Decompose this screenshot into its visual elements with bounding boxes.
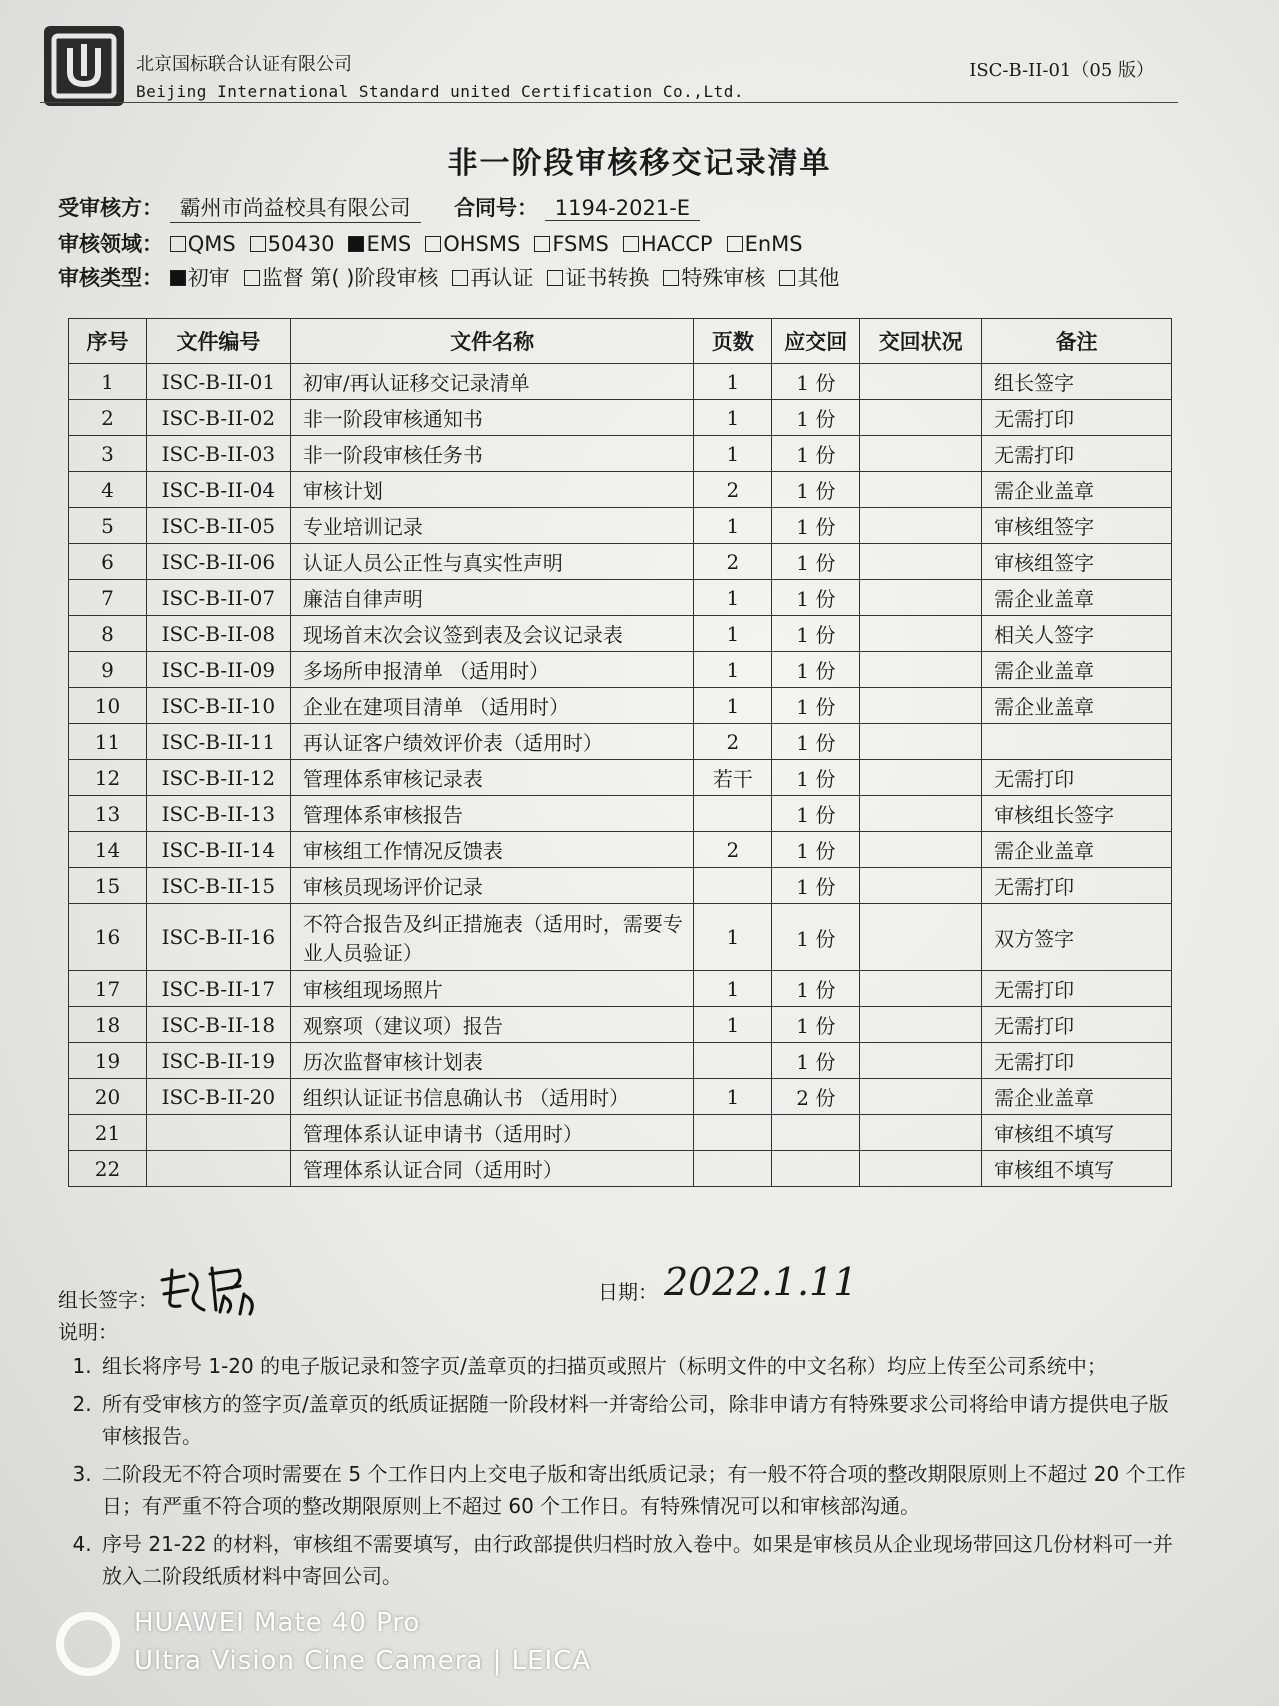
audit-type-option-label: 证书转换	[565, 266, 650, 290]
file-code-cell: ISC-B-II-18	[146, 1007, 290, 1043]
copies-cell: 1 份	[772, 400, 860, 436]
file-code-cell: ISC-B-II-16	[146, 904, 290, 971]
audit-type-label: 审核类型：	[58, 266, 163, 290]
col-header-no: 序号	[69, 319, 147, 364]
file-name-cell: 不符合报告及纠正措施表（适用时，需要专业人员验证）	[290, 904, 694, 971]
audit-type-option-label: 监督 第( )阶段审核	[261, 266, 439, 290]
file-code-cell: ISC-B-II-19	[146, 1043, 290, 1079]
pages-cell: 1	[694, 652, 772, 688]
row-no-cell: 8	[69, 616, 147, 652]
table-row	[69, 724, 1172, 760]
camera-ring-icon	[56, 1612, 120, 1676]
file-name-cell: 审核员现场评价记录	[290, 868, 694, 904]
audit-domain-option	[250, 232, 335, 256]
checkbox-icon	[623, 236, 639, 252]
remarks-cell: 需企业盖章	[982, 472, 1172, 508]
company-logo-icon	[44, 26, 124, 106]
remarks-cell: 无需打印	[982, 760, 1172, 796]
file-name-cell: 审核计划	[290, 472, 694, 508]
file-name-cell: 组织认证证书信息确认书 （适用时）	[290, 1079, 694, 1115]
copies-cell: 1 份	[772, 796, 860, 832]
file-name-cell: 管理体系认证申请书（适用时）	[290, 1115, 694, 1151]
file-code-cell: ISC-B-II-15	[146, 868, 290, 904]
watermark-line1: HUAWEI Mate 40 Pro	[134, 1608, 421, 1638]
file-name-cell: 管理体系审核报告	[290, 796, 694, 832]
table-row	[69, 971, 1172, 1007]
copies-cell: 1 份	[772, 364, 860, 400]
audit-type-option	[779, 266, 839, 290]
return-status-cell	[860, 616, 982, 652]
file-name-cell: 非一阶段审核任务书	[290, 436, 694, 472]
return-status-cell	[860, 1151, 982, 1187]
file-code-cell: ISC-B-II-08	[146, 616, 290, 652]
table-row	[69, 436, 1172, 472]
company-name-cn: 北京国标联合认证有限公司	[136, 54, 352, 75]
audit-domain-option	[425, 232, 520, 256]
date-label: 日期：	[598, 1280, 658, 1304]
checkbox-icon	[779, 270, 795, 286]
file-name-cell: 企业在建项目清单 （适用时）	[290, 688, 694, 724]
auditee-value: 霸州市尚益校具有限公司	[170, 192, 421, 223]
checked-box-icon	[170, 270, 186, 286]
remarks-cell: 需企业盖章	[982, 580, 1172, 616]
col-header-copies: 应交回	[772, 319, 860, 364]
pages-cell: 1	[694, 580, 772, 616]
pages-cell: 1	[694, 971, 772, 1007]
file-name-cell: 非一阶段审核通知书	[290, 400, 694, 436]
auditee-label: 受审核方：	[58, 196, 163, 220]
copies-cell: 1 份	[772, 580, 860, 616]
row-no-cell: 2	[69, 400, 147, 436]
leader-signature	[154, 1260, 294, 1320]
file-code-cell: ISC-B-II-09	[146, 652, 290, 688]
company-name-en: Beijing International Standard united Certification Co.,Ltd.	[136, 82, 744, 101]
file-name-cell: 审核组现场照片	[290, 971, 694, 1007]
remarks-cell: 审核组不填写	[982, 1115, 1172, 1151]
pages-cell: 1	[694, 688, 772, 724]
table-row	[69, 508, 1172, 544]
row-no-cell: 12	[69, 760, 147, 796]
audit-type-option-label: 初审	[187, 266, 230, 290]
document-code: ISC-B-II-01（05 版）	[969, 60, 1154, 81]
audit-type-row	[58, 262, 853, 292]
copies-cell	[772, 1151, 860, 1187]
file-code-cell: ISC-B-II-02	[146, 400, 290, 436]
audit-domain-option-label: EnMS	[744, 232, 803, 256]
pages-cell: 2	[694, 472, 772, 508]
pages-cell: 1	[694, 904, 772, 971]
col-header-remarks: 备注	[982, 319, 1172, 364]
return-status-cell	[860, 1079, 982, 1115]
audit-domain-options	[170, 232, 817, 256]
camera-watermark	[56, 1602, 676, 1692]
remarks-cell: 无需打印	[982, 400, 1172, 436]
return-status-cell	[860, 868, 982, 904]
copies-cell: 1 份	[772, 832, 860, 868]
remarks-cell: 需企业盖章	[982, 832, 1172, 868]
pages-cell: 若干	[694, 760, 772, 796]
remarks-cell: 无需打印	[982, 1007, 1172, 1043]
instructions-heading: 说明：	[58, 1320, 118, 1344]
instruction-item: 4. 序号 21-22 的材料，审核组不需要填写，由行政部提供归档时放入卷中。如果是审核员从企业现场带回这几份材料可一并放入二阶段纸质材料中寄回公司。	[98, 1528, 1188, 1592]
file-name-cell: 审核组工作情况反馈表	[290, 832, 694, 868]
table-row	[69, 760, 1172, 796]
row-no-cell: 3	[69, 436, 147, 472]
instruction-item: 1. 组长将序号 1-20 的电子版记录和签字页/盖章页的扫描页或照片（标明文件的中文名称）均应上传至公司系统中；	[98, 1350, 1188, 1382]
instruction-item: 3. 二阶段无不符合项时需要在 5 个工作日内上交电子版和寄出纸质记录；有一般不符合项的整改期限原则上不超过 20 个工作日；有严重不符合项的整改期限原则上不超过 60 个工作日。有特殊情况可以和审核部沟通。	[98, 1458, 1188, 1522]
checkbox-icon	[534, 236, 550, 252]
pages-cell: 1	[694, 508, 772, 544]
col-header-return-status: 交回状况	[860, 319, 982, 364]
pages-cell: 2	[694, 832, 772, 868]
audit-domain-option	[623, 232, 713, 256]
file-code-cell: ISC-B-II-17	[146, 971, 290, 1007]
return-status-cell	[860, 904, 982, 971]
remarks-cell: 需企业盖章	[982, 652, 1172, 688]
table-header-row	[69, 319, 1172, 364]
audit-domain-option	[348, 232, 411, 256]
audit-domain-option	[170, 232, 236, 256]
auditee-row	[58, 192, 700, 223]
return-status-cell	[860, 544, 982, 580]
return-status-cell	[860, 472, 982, 508]
copies-cell: 1 份	[772, 508, 860, 544]
copies-cell: 1 份	[772, 544, 860, 580]
file-code-cell: ISC-B-II-04	[146, 472, 290, 508]
checked-box-icon	[348, 236, 364, 252]
row-no-cell: 15	[69, 868, 147, 904]
file-name-cell: 初审/再认证移交记录清单	[290, 364, 694, 400]
remarks-cell	[982, 724, 1172, 760]
copies-cell: 1 份	[772, 616, 860, 652]
table-row	[69, 832, 1172, 868]
return-status-cell	[860, 971, 982, 1007]
audit-type-option	[663, 266, 765, 290]
return-status-cell	[860, 724, 982, 760]
audit-type-option-label: 其他	[797, 266, 840, 290]
pages-cell: 2	[694, 544, 772, 580]
table-row	[69, 400, 1172, 436]
row-no-cell: 13	[69, 796, 147, 832]
table-row	[69, 688, 1172, 724]
audit-domain-option	[534, 232, 609, 256]
file-code-cell: ISC-B-II-20	[146, 1079, 290, 1115]
pages-cell	[694, 796, 772, 832]
table-row	[69, 1043, 1172, 1079]
row-no-cell: 6	[69, 544, 147, 580]
audit-domain-option-label: OHSMS	[443, 232, 521, 256]
table-row	[69, 616, 1172, 652]
col-header-pages: 页数	[694, 319, 772, 364]
copies-cell: 1 份	[772, 724, 860, 760]
audit-domain-option-label: FSMS	[552, 232, 609, 256]
checkbox-icon	[425, 236, 441, 252]
file-name-cell: 观察项（建议项）报告	[290, 1007, 694, 1043]
remarks-cell: 无需打印	[982, 971, 1172, 1007]
audit-domain-row	[58, 228, 817, 258]
remarks-cell: 双方签字	[982, 904, 1172, 971]
audit-domain-option-label: QMS	[187, 232, 236, 256]
file-code-cell	[146, 1151, 290, 1187]
file-code-cell: ISC-B-II-03	[146, 436, 290, 472]
checkbox-icon	[250, 236, 266, 252]
return-status-cell	[860, 364, 982, 400]
remarks-cell: 需企业盖章	[982, 688, 1172, 724]
return-status-cell	[860, 652, 982, 688]
pages-cell: 1	[694, 616, 772, 652]
pages-cell: 1	[694, 436, 772, 472]
audit-domain-option-label: HACCP	[640, 232, 713, 256]
row-no-cell: 14	[69, 832, 147, 868]
pages-cell: 1	[694, 1079, 772, 1115]
pages-cell	[694, 868, 772, 904]
watermark-line2: Ultra Vision Cine Camera | LEICA	[134, 1646, 592, 1676]
return-status-cell	[860, 508, 982, 544]
col-header-file-name: 文件名称	[290, 319, 694, 364]
copies-cell: 1 份	[772, 1043, 860, 1079]
checkbox-icon	[547, 270, 563, 286]
contract-value: 1194-2021-E	[545, 196, 700, 221]
audit-domain-option	[727, 232, 803, 256]
audit-domain-option-label: EMS	[366, 232, 412, 256]
file-code-cell: ISC-B-II-13	[146, 796, 290, 832]
pages-cell: 1	[694, 1007, 772, 1043]
audit-type-option-label: 再认证	[470, 266, 534, 290]
file-name-cell: 再认证客户绩效评价表（适用时）	[290, 724, 694, 760]
copies-cell: 1 份	[772, 904, 860, 971]
file-code-cell: ISC-B-II-05	[146, 508, 290, 544]
remarks-cell: 无需打印	[982, 436, 1172, 472]
remarks-cell: 审核组签字	[982, 544, 1172, 580]
return-status-cell	[860, 760, 982, 796]
table-row	[69, 1079, 1172, 1115]
pages-cell: 1	[694, 400, 772, 436]
pages-cell	[694, 1043, 772, 1079]
return-status-cell	[860, 436, 982, 472]
return-status-cell	[860, 688, 982, 724]
row-no-cell: 5	[69, 508, 147, 544]
handover-record-table	[68, 318, 1172, 1187]
audit-type-option	[244, 266, 439, 290]
file-name-cell: 管理体系审核记录表	[290, 760, 694, 796]
checkbox-icon	[727, 236, 743, 252]
letterhead	[40, 22, 1240, 102]
contract-label: 合同号：	[454, 196, 539, 220]
return-status-cell	[860, 1007, 982, 1043]
remarks-cell: 审核组不填写	[982, 1151, 1172, 1187]
checkbox-icon	[452, 270, 468, 286]
row-no-cell: 7	[69, 580, 147, 616]
row-no-cell: 22	[69, 1151, 147, 1187]
table-row	[69, 544, 1172, 580]
remarks-cell: 相关人签字	[982, 616, 1172, 652]
col-header-file-code: 文件编号	[146, 319, 290, 364]
header-divider	[40, 102, 1178, 103]
row-no-cell: 16	[69, 904, 147, 971]
copies-cell: 1 份	[772, 436, 860, 472]
file-code-cell: ISC-B-II-11	[146, 724, 290, 760]
leader-signature-label: 组长签字：	[58, 1288, 158, 1312]
copies-cell: 1 份	[772, 688, 860, 724]
instructions	[58, 1316, 1188, 1598]
table-row	[69, 904, 1172, 971]
table-row	[69, 1115, 1172, 1151]
pages-cell	[694, 1151, 772, 1187]
remarks-cell: 无需打印	[982, 868, 1172, 904]
return-status-cell	[860, 832, 982, 868]
table-row	[69, 652, 1172, 688]
row-no-cell: 11	[69, 724, 147, 760]
row-no-cell: 21	[69, 1115, 147, 1151]
row-no-cell: 19	[69, 1043, 147, 1079]
table-row	[69, 868, 1172, 904]
row-no-cell: 20	[69, 1079, 147, 1115]
file-code-cell: ISC-B-II-14	[146, 832, 290, 868]
checkbox-icon	[663, 270, 679, 286]
return-status-cell	[860, 580, 982, 616]
handwritten-date: 2022.1.11	[664, 1260, 858, 1304]
row-no-cell: 9	[69, 652, 147, 688]
copies-cell: 1 份	[772, 760, 860, 796]
return-status-cell	[860, 1115, 982, 1151]
audit-type-option	[452, 266, 533, 290]
return-status-cell	[860, 1043, 982, 1079]
remarks-cell: 需企业盖章	[982, 1079, 1172, 1115]
remarks-cell: 审核组长签字	[982, 796, 1172, 832]
table-row	[69, 472, 1172, 508]
file-code-cell	[146, 1115, 290, 1151]
table-row	[69, 1151, 1172, 1187]
row-no-cell: 1	[69, 364, 147, 400]
file-name-cell: 廉洁自律声明	[290, 580, 694, 616]
audit-domain-label: 审核领域：	[58, 232, 163, 256]
row-no-cell: 4	[69, 472, 147, 508]
remarks-cell: 无需打印	[982, 1043, 1172, 1079]
table-row	[69, 364, 1172, 400]
audit-type-option	[170, 266, 230, 290]
file-code-cell: ISC-B-II-06	[146, 544, 290, 580]
row-no-cell: 10	[69, 688, 147, 724]
copies-cell: 1 份	[772, 1007, 860, 1043]
copies-cell: 2 份	[772, 1079, 860, 1115]
file-name-cell: 管理体系认证合同（适用时）	[290, 1151, 694, 1187]
remarks-cell: 审核组签字	[982, 508, 1172, 544]
audit-domain-option-label: 50430	[267, 232, 335, 256]
pages-cell: 2	[694, 724, 772, 760]
file-code-cell: ISC-B-II-10	[146, 688, 290, 724]
file-name-cell: 现场首末次会议签到表及会议记录表	[290, 616, 694, 652]
copies-cell: 1 份	[772, 971, 860, 1007]
checkbox-icon	[244, 270, 260, 286]
copies-cell: 1 份	[772, 472, 860, 508]
audit-type-options	[170, 266, 854, 290]
table-row	[69, 796, 1172, 832]
copies-cell	[772, 1115, 860, 1151]
remarks-cell: 组长签字	[982, 364, 1172, 400]
file-name-cell: 认证人员公正性与真实性声明	[290, 544, 694, 580]
copies-cell: 1 份	[772, 868, 860, 904]
audit-type-option	[547, 266, 649, 290]
file-name-cell: 专业培训记录	[290, 508, 694, 544]
file-name-cell: 多场所申报清单 （适用时）	[290, 652, 694, 688]
file-name-cell: 历次监督审核计划表	[290, 1043, 694, 1079]
row-no-cell: 17	[69, 971, 147, 1007]
page-title: 非一阶段审核移交记录清单	[447, 146, 832, 181]
table-row	[69, 1007, 1172, 1043]
copies-cell: 1 份	[772, 652, 860, 688]
return-status-cell	[860, 400, 982, 436]
file-code-cell: ISC-B-II-01	[146, 364, 290, 400]
table-row	[69, 580, 1172, 616]
pages-cell: 1	[694, 364, 772, 400]
return-status-cell	[860, 796, 982, 832]
instruction-item: 2. 所有受审核方的签字页/盖章页的纸质证据随一阶段材料一并寄给公司，除非申请方有特殊要求公司将给申请方提供电子版审核报告。	[98, 1388, 1188, 1452]
audit-type-option-label: 特殊审核	[681, 266, 766, 290]
file-code-cell: ISC-B-II-12	[146, 760, 290, 796]
row-no-cell: 18	[69, 1007, 147, 1043]
pages-cell	[694, 1115, 772, 1151]
checkbox-icon	[170, 236, 186, 252]
file-code-cell: ISC-B-II-07	[146, 580, 290, 616]
